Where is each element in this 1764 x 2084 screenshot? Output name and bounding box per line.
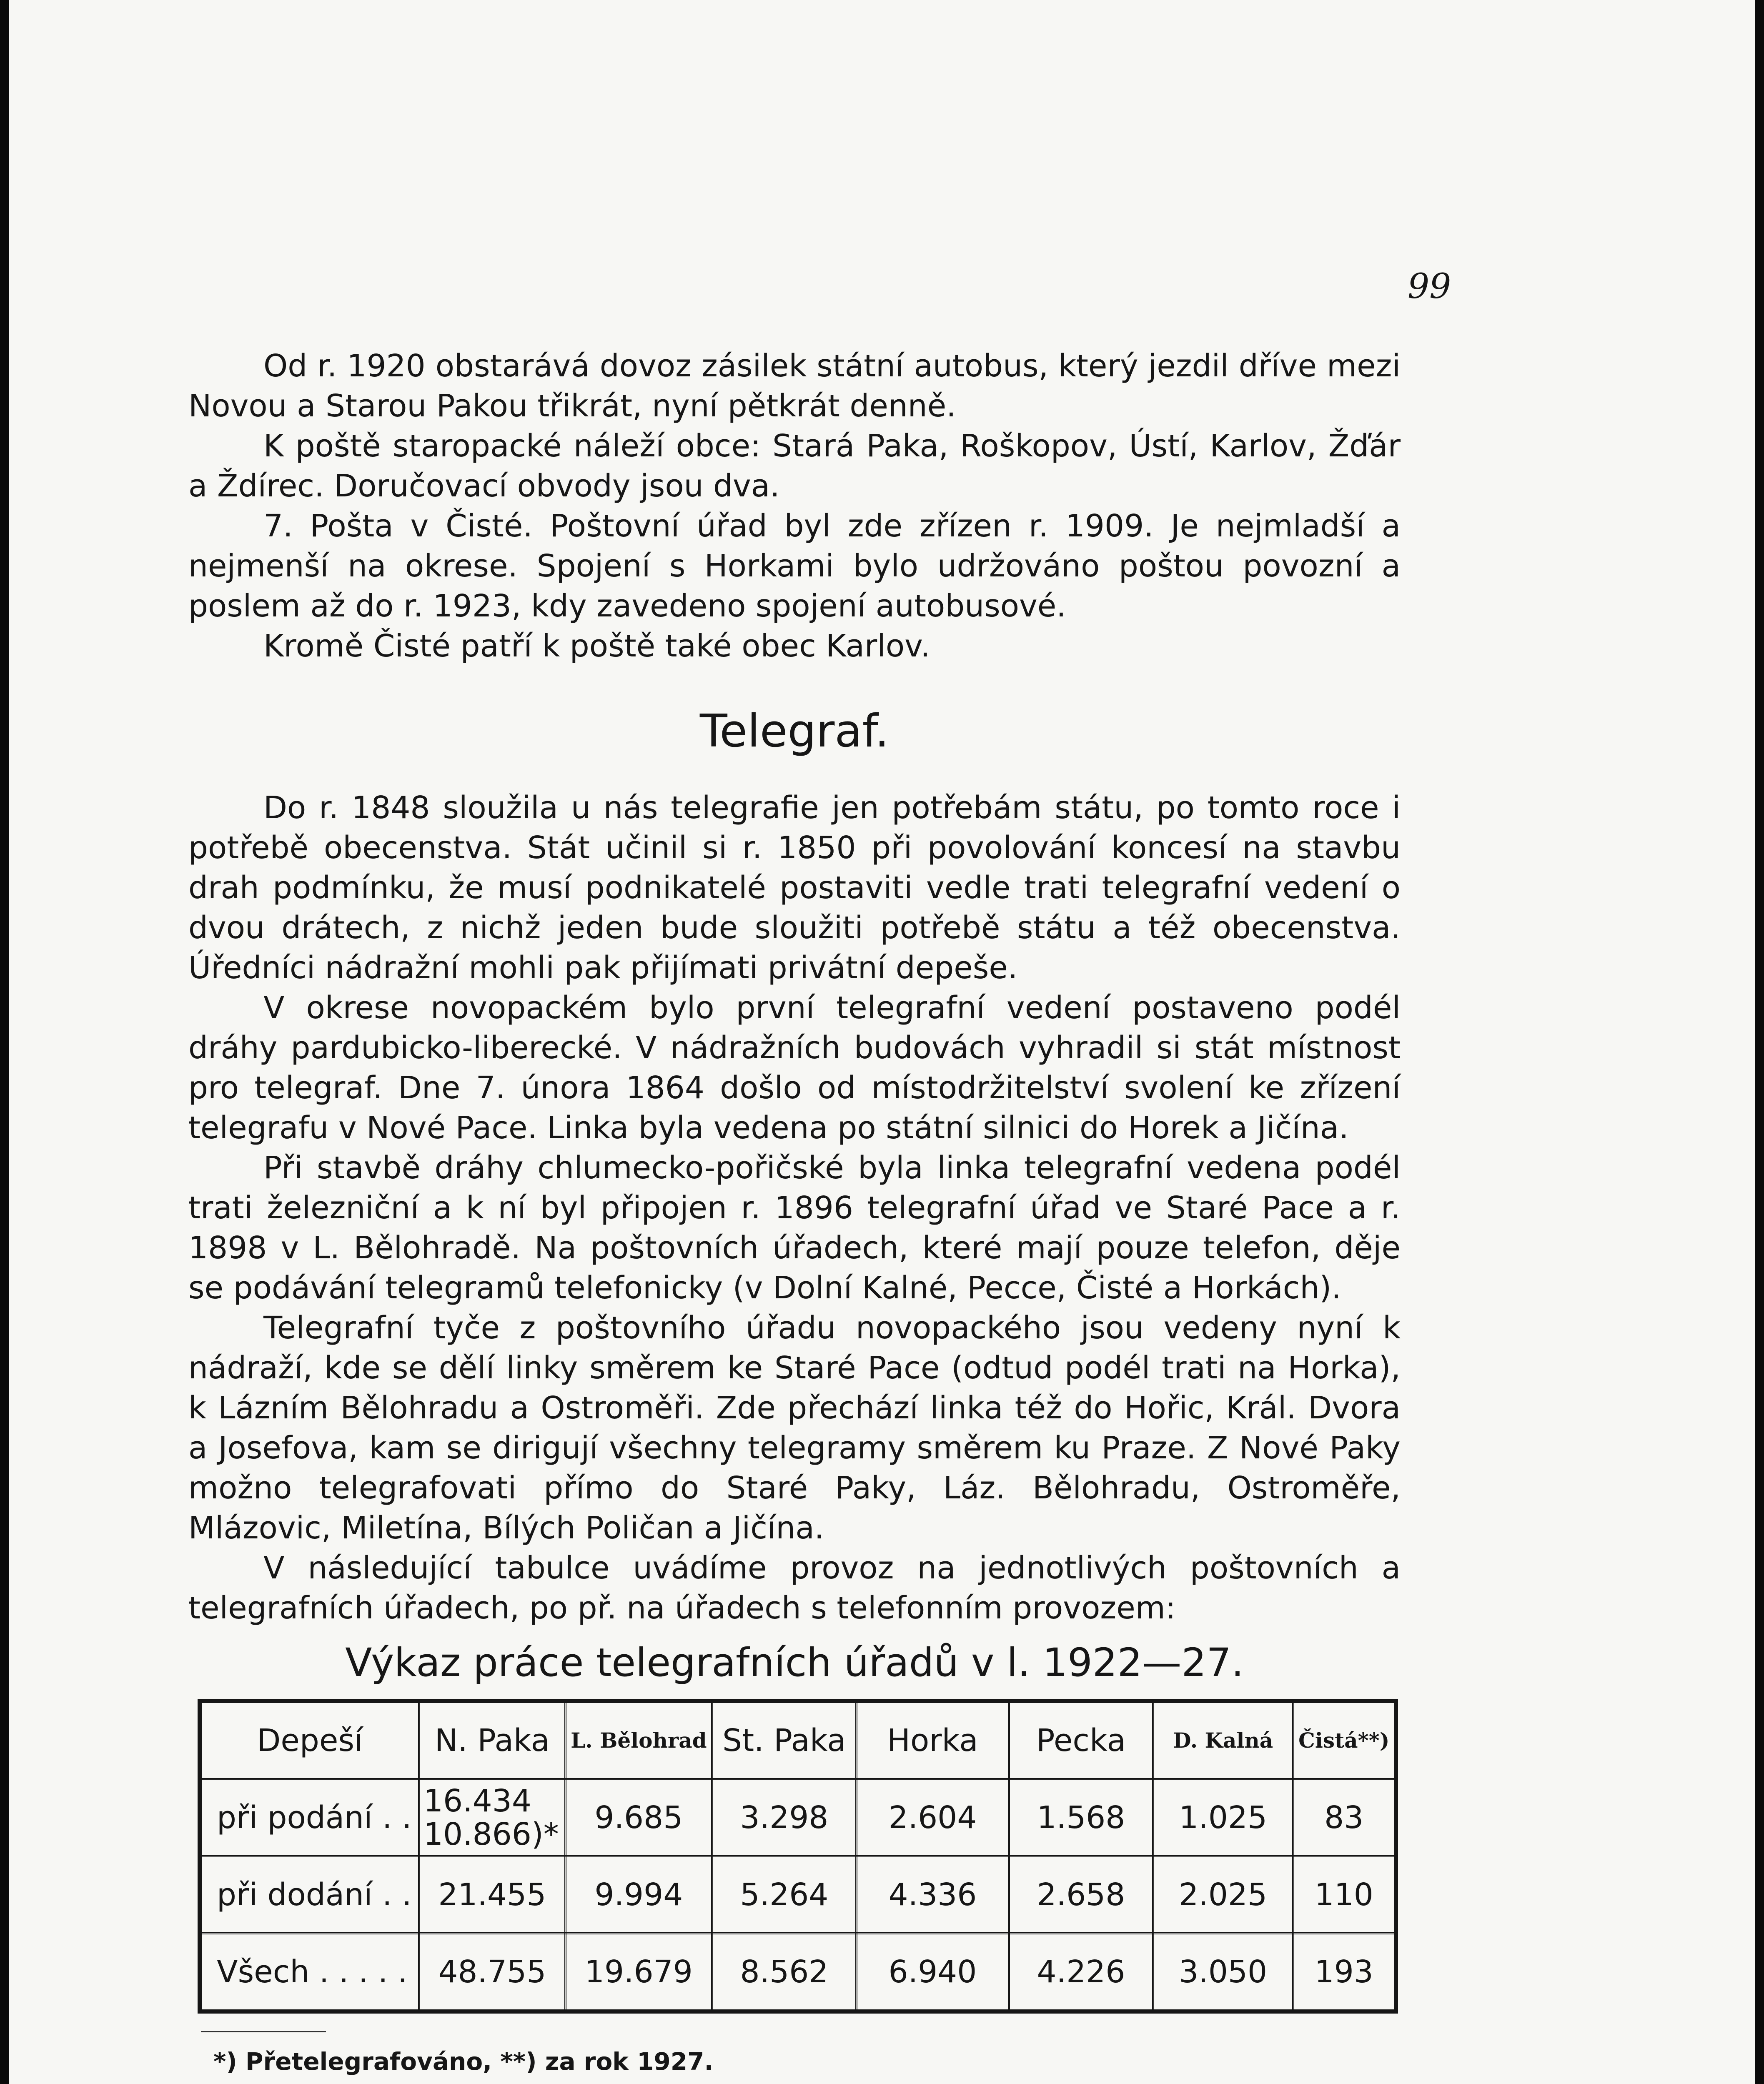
column-header: Čistá**)	[1293, 1701, 1396, 1779]
row-label: Všech . . . . .	[200, 1934, 419, 2012]
table-cell: 2.604	[856, 1779, 1009, 1856]
table-cell: 193	[1293, 1934, 1396, 2012]
column-header: N. Paka	[419, 1701, 565, 1779]
paragraph: V okrese novopackém bylo první telegrafní vedení postaveno podél dráhy pardubicko-liberecké. V nádražních budovách vyhradil si stát místnost pro telegraf. Dne 7. února 1864 došlo od místodržitelství svolení ke zřízení telegrafu v Nové Pace. Linka byla vedena po státní silnici do Horek a Jičína.	[188, 990, 1401, 1146]
table-cell: 3.050	[1153, 1934, 1293, 2012]
table-cell: 19.679	[565, 1934, 712, 2012]
table-cell: 83	[1293, 1779, 1396, 1856]
table-cell: 5.264	[712, 1856, 857, 1934]
book-page	[9, 0, 1755, 2084]
paragraph: Do r. 1848 sloužila u nás telegrafie jen potřebám státu, po tomto roce i potřebě obecenstva. Stát učinil si r. 1850 při povolování koncesí na stavbu drah podmínku, že musí podnikatelé postaviti vedle trati telegrafní vedení o dvou drátech, z nichž jeden bude sloužiti potřebě státu a též obecenstva. Úředníci nádražní mohli pak přijímati privátní depeše.	[188, 790, 1401, 986]
table-cell: 4.336	[856, 1856, 1009, 1934]
table-cell	[419, 1779, 565, 1856]
table-row	[200, 1779, 1396, 1856]
column-header: St. Paka	[712, 1701, 857, 1779]
column-header: Pecka	[1009, 1701, 1153, 1779]
paragraph: Kromě Čisté patří k poště také obec Karlov.	[263, 628, 930, 664]
table-cell: 1.568	[1009, 1779, 1153, 1856]
table-cell: 8.562	[712, 1934, 857, 2012]
paragraph: K poště staropacké náleží obce: Stará Paka, Roškopov, Ústí, Karlov, Žďár a Ždírec. Doručovací obvody jsou dva.	[188, 428, 1401, 504]
telegraph-stats-table	[198, 1699, 1398, 2014]
table-cell: 9.685	[565, 1779, 712, 1856]
paragraph: Od r. 1920 obstarává dovoz zásilek státní autobus, který jezdil dříve mezi Novou a Starou Pakou třikrát, nyní pětkrát denně.	[188, 348, 1401, 424]
section-heading: Telegraf.	[699, 705, 890, 757]
column-header: Horka	[856, 1701, 1009, 1779]
table-cell: 48.755	[419, 1934, 565, 2012]
footnote: *) Přetelegrafováno, **) za rok 1927.	[213, 2047, 714, 2076]
paragraph: Při stavbě dráhy chlumecko-pořičské byla linka telegrafní vedena podél trati železniční a k ní byl připojen r. 1896 telegrafní úřad ve Staré Pace a r. 1898 v L. Bělohradě. Na poštovních úřadech, které mají pouze telefon, děje se podávání telegramů telefonicky (v Dolní Kalné, Pecce, Čisté a Horkách).	[188, 1150, 1401, 1306]
table-cell: 6.940	[856, 1934, 1009, 2012]
row-label: při dodání . .	[200, 1856, 419, 1934]
table-cell: 1.025	[1153, 1779, 1293, 1856]
table-cell: 2.658	[1009, 1856, 1153, 1934]
column-header: D. Kalná	[1153, 1701, 1293, 1779]
table-cell: 2.025	[1153, 1856, 1293, 1934]
table-cell: 3.298	[712, 1779, 857, 1856]
page-number: 99	[1408, 267, 1451, 306]
paragraph: V následující tabulce uvádíme provoz na jednotlivých poštovních a telegrafních úřadech, po př. na úřadech s telefonním provozem:	[188, 1550, 1401, 1626]
column-header: Depeší	[200, 1701, 419, 1779]
paragraph: Telegrafní tyče z poštovního úřadu novopackého jsou vedeny nyní k nádraží, kde se dělí linky směrem ke Staré Pace (odtud podél trati na Horka), k Lázním Bělohradu a Ostroměři. Zde přechází linka též do Hořic, Král. Dvora a Josefova, kam se dirigují všechny telegramy směrem ku Praze. Z Nové Paky možno telegrafovati přímo do Staré Paky, Láz. Bělohradu, Ostroměře, Mlázovic, Miletína, Bílých Poličan a Jičína.	[188, 1310, 1401, 1546]
table-cell: 21.455	[419, 1856, 565, 1934]
paragraph: 7. Pošta v Čisté. Poštovní úřad byl zde zřízen r. 1909. Je nejmladší a nejmenší na okrese. Spojení s Horkami bylo udržováno poštou povozní a poslem až do r. 1923, kdy zavedeno spojení autobusové.	[188, 508, 1401, 624]
table-row	[200, 1856, 1396, 1934]
page-body	[188, 346, 1401, 2081]
footnote-divider	[201, 2031, 326, 2032]
table-cell: 110	[1293, 1856, 1396, 1934]
row-label: při podání . .	[200, 1779, 419, 1856]
table-title: Výkaz práce telegrafních úřadů v l. 1922—27.	[345, 1640, 1244, 1686]
cell-value: 10.866)*	[423, 1816, 559, 1852]
table-row	[200, 1934, 1396, 2012]
table-cell: 4.226	[1009, 1934, 1153, 2012]
cell-value: 16.434	[423, 1783, 531, 1819]
table-cell: 9.994	[565, 1856, 712, 1934]
column-header: L. Bělohrad	[565, 1701, 712, 1779]
table-header-row	[200, 1701, 1396, 1779]
